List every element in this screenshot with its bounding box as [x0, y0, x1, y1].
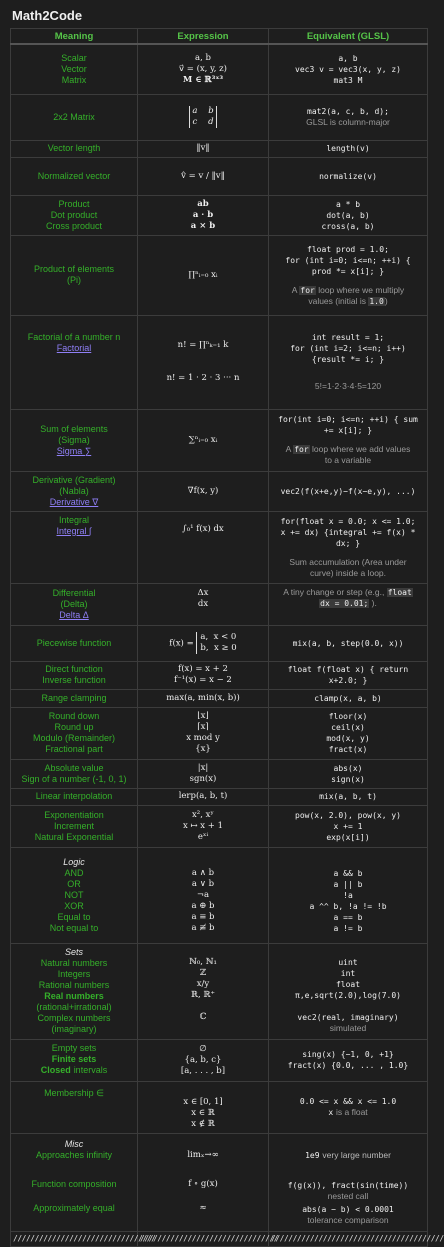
meaning-text: Exponentiation: [44, 809, 104, 820]
expression-cell: [138, 943, 269, 1039]
code-cell: [269, 44, 428, 94]
meaning-text: Direct function: [45, 664, 103, 674]
code-text: abs(x): [333, 763, 363, 773]
expression-text: a ⊕ b: [191, 900, 215, 911]
code-cell: [269, 1081, 428, 1133]
meaning-text: Equal to: [57, 911, 91, 922]
meaning-cell: Vector length: [11, 140, 138, 157]
expression-text: ∅: [199, 1043, 207, 1054]
meaning-text: Empty sets: [51, 1043, 97, 1053]
code-text: abs(a − b) < 0.0001: [302, 1204, 394, 1214]
expression-cell: [138, 583, 269, 625]
meaning-cell: Linear interpolation: [11, 788, 138, 805]
code-text: a * b: [335, 199, 361, 209]
note-text: A: [291, 284, 297, 295]
factorial-link[interactable]: Factorial: [56, 342, 92, 353]
expression-text: b,: [200, 643, 209, 653]
expression-cell: [138, 805, 269, 847]
expression-cell: [138, 315, 269, 409]
code-cell: [269, 409, 428, 471]
meaning-text: Not equal to: [49, 922, 99, 933]
matrix-entry: d: [208, 117, 214, 127]
expression-cell: [138, 1081, 269, 1133]
code-text: dx; }: [335, 538, 361, 548]
table-row: [11, 409, 428, 471]
note-text: curve) inside a loop.: [309, 567, 387, 578]
expression-text: a × b: [190, 220, 216, 231]
code-text: float prod = 1.0;: [307, 244, 389, 254]
code-cell: [269, 661, 428, 689]
code-text: for(int i=0; i<=n; ++i) { sum: [278, 415, 418, 424]
expression-cell: [138, 44, 269, 94]
code-cell: [269, 805, 428, 847]
meaning-text: (Sigma): [58, 434, 90, 445]
meaning-text: Integral: [58, 514, 90, 525]
table-row: [11, 1081, 428, 1133]
footer-slashes: ////////////////////////////////: [138, 1231, 269, 1246]
code-text: fract(x) {0.0, ... , 1.0}: [287, 1061, 409, 1070]
note-text: GLSL is column-major: [306, 117, 390, 127]
expression-text: ab: [197, 198, 209, 209]
note-text: very large number: [322, 1149, 391, 1160]
meaning-text: NOT: [64, 889, 84, 900]
expression-text: a ≡ b: [191, 911, 215, 922]
expression-text: v⃗ = (x, y, z): [179, 63, 227, 74]
code-cell: length(v): [269, 140, 428, 157]
code-text: sign(x): [331, 774, 365, 784]
meaning-text: Closed: [40, 1065, 71, 1075]
code-cell: [269, 1039, 428, 1081]
meaning-cell: [11, 661, 138, 689]
meaning-text: Vector: [61, 63, 87, 74]
table-row: [11, 661, 428, 689]
meaning-text: Natural Exponential: [34, 831, 114, 842]
code-text: mod(x, y): [326, 734, 370, 743]
meaning-cell: [11, 511, 138, 583]
expression-cell: max(a, min(x, b)): [138, 689, 269, 707]
code-text: int: [340, 968, 356, 978]
derivative-link[interactable]: Derivative ∇: [49, 496, 99, 507]
code-text: a != b: [333, 923, 363, 933]
table-row: [11, 94, 428, 140]
note-text: values (initial is: [308, 295, 366, 306]
meaning-cell: [11, 315, 138, 409]
code-text: a, b: [338, 53, 358, 63]
code-text: sing(x) {−1, 0, +1}: [302, 1050, 394, 1059]
meaning-text: OR: [67, 878, 81, 889]
code-cell: clamp(x, a, b): [269, 689, 428, 707]
note-text: loop where we multiply: [318, 284, 405, 295]
code-text: for (int i=2; i<=n; i++): [290, 344, 406, 353]
code-text: f(g(x)), fract(sin(time)): [287, 1180, 409, 1190]
table-row: [11, 625, 428, 661]
code-cell: [269, 943, 428, 1039]
expression-cell: v̂ = v / ‖v‖: [138, 157, 269, 195]
table-row: [11, 1133, 428, 1231]
table-row: [11, 707, 428, 759]
meaning-cell: [11, 44, 138, 94]
meaning-text: Function composition: [31, 1179, 117, 1189]
code-cell: [269, 511, 428, 583]
meaning-cell: Normalized vector: [11, 157, 138, 195]
expression-text: eˣⁱ: [197, 831, 209, 842]
code-text: x += 1: [333, 821, 363, 831]
expression-text: x ∈ ℝ: [191, 1107, 215, 1118]
expression-text: a ≢ b: [191, 922, 215, 933]
note-text: tolerance comparison: [307, 1214, 389, 1225]
meaning-cell: Range clamping: [11, 689, 138, 707]
inline-code: for: [294, 445, 309, 454]
meaning-text: (imaginary): [51, 1024, 97, 1034]
meaning-text: Fractional part: [45, 744, 103, 754]
table-row: [11, 847, 428, 943]
math-table: [10, 28, 444, 1247]
header-expression: Expression: [138, 29, 269, 45]
code-text: x: [328, 1107, 334, 1117]
code-text: π,e,sqrt(2.0),log(7.0): [295, 990, 401, 1000]
note-text: Sum accumulation (Area under: [289, 556, 407, 567]
expression-text: Δx: [197, 587, 209, 598]
meaning-text: Modulo (Remainder): [32, 733, 116, 743]
meaning-cell: [11, 471, 138, 511]
meaning-text: (rational+irrational): [36, 1002, 112, 1012]
meaning-text: Integers: [57, 969, 91, 979]
expression-cell: lerp(a, b, t): [138, 788, 269, 805]
meaning-text: Round up: [54, 722, 94, 732]
footer-slashes: ////////////////////////////////////////: [269, 1231, 428, 1246]
table-row: [11, 511, 428, 583]
meaning-text: Finite sets: [51, 1054, 97, 1064]
note-text: nested call: [327, 1190, 369, 1201]
matrix-entry: b: [208, 106, 214, 116]
note-text: 5!=1·2·3·4·5=120: [314, 381, 382, 391]
meaning-text: intervals: [73, 1065, 108, 1075]
meaning-cell: [11, 943, 138, 1039]
table-row: [11, 788, 428, 805]
expression-text: ≈: [199, 1203, 207, 1213]
table-row: [11, 759, 428, 788]
table-row: [11, 689, 428, 707]
expression-text: ⌈x⌉: [197, 722, 209, 732]
code-text: dot(a, b): [326, 210, 370, 220]
expression-text: f⁻¹(x) = x − 2: [174, 675, 232, 685]
expression-cell: [138, 661, 269, 689]
expression-text: f(x) =: [169, 638, 194, 649]
code-text: ceil(x): [331, 723, 365, 732]
code-cell: [269, 195, 428, 235]
expression-cell: ‖v‖: [138, 140, 269, 157]
expression-text: x mod y: [186, 733, 220, 743]
expression-text: f ∘ g(x): [188, 1179, 218, 1189]
table-row: [11, 1039, 428, 1081]
expression-cell: ∑ⁿᵢ₌₀ xᵢ: [138, 409, 269, 471]
meaning-text: Derivative (Gradient): [32, 474, 116, 485]
expression-text: x ∉ ℝ: [191, 1118, 215, 1129]
meaning-text: (Delta): [60, 598, 88, 609]
code-cell: [269, 94, 428, 140]
expression-text: M ∈ ℝ³ˣ³: [182, 74, 224, 85]
note-text: A tiny change or step (e.g.,: [283, 586, 385, 597]
table-row: [11, 140, 428, 157]
expression-cell: [138, 94, 269, 140]
meaning-text: (Nabla): [59, 485, 89, 496]
matrix-entry: a: [192, 106, 198, 116]
meaning-cell: [11, 847, 138, 943]
meaning-cell: [11, 195, 138, 235]
note-text: ).: [371, 597, 377, 608]
matrix-bracket: [189, 106, 216, 128]
expression-cell: [138, 1133, 269, 1231]
code-cell: [269, 235, 428, 315]
code-text: int result = 1;: [311, 333, 385, 342]
meaning-text: Real numbers: [44, 991, 104, 1001]
note-text: to a variable: [324, 455, 372, 465]
meaning-text: Absolute value: [44, 762, 104, 773]
expression-text: ℝ, ℝ⁺: [190, 989, 216, 1000]
code-cell: normalize(v): [269, 157, 428, 195]
meaning-text: Increment: [53, 820, 95, 831]
meaning-text: Sum of elements: [40, 423, 108, 434]
expression-text: f(x) = x + 2: [178, 664, 228, 674]
meaning-text: Product: [58, 198, 90, 209]
expression-text: ℂ: [199, 1011, 207, 1022]
meaning-cell: [11, 1133, 138, 1231]
code-text: vec2(real, imaginary): [297, 1012, 399, 1022]
piecewise-brace: [196, 632, 236, 654]
code-text: exp(x[i]): [326, 832, 370, 842]
code-cell: [269, 1133, 428, 1231]
code-text: cross(a, b): [321, 221, 375, 231]
matrix-entry: c: [192, 117, 198, 127]
inline-code: for: [300, 285, 315, 295]
meaning-text: Matrix: [61, 74, 87, 85]
meaning-cell: [11, 1039, 138, 1081]
code-text: fract(x): [328, 745, 368, 754]
expression-cell: [138, 707, 269, 759]
code-text: 1e9: [305, 1150, 320, 1160]
code-text: 0.0 <= x && x <= 1.0: [299, 1096, 397, 1106]
code-text: for(float x = 0.0; x <= 1.0;: [280, 516, 416, 526]
expression-text: a, b: [195, 52, 211, 63]
header-meaning: Meaning: [11, 29, 138, 45]
table-header-row: [11, 29, 428, 45]
meaning-text: Approximately equal: [33, 1203, 115, 1213]
meaning-text: Complex numbers: [37, 1013, 111, 1023]
footer-row: [11, 1231, 428, 1246]
expression-text: [a, . . . , b]: [180, 1065, 226, 1076]
table-row: [11, 583, 428, 625]
expression-text: a ∨ b: [191, 878, 215, 889]
meaning-text: XOR: [64, 900, 84, 911]
meaning-text: Sign of a number (-1, 0, 1): [21, 773, 127, 784]
meaning-text: (Pi): [67, 275, 81, 285]
code-text: vec3 v = vec3(x, y, z): [295, 64, 401, 74]
meaning-cell: [11, 759, 138, 788]
code-cell: mix(a, b, t): [269, 788, 428, 805]
inline-code: float: [387, 587, 412, 597]
expression-text: ⌊x⌋: [197, 711, 209, 721]
meaning-cell: 2x2 Matrix: [11, 94, 138, 140]
expression-text: x ∈ [0, 1]: [183, 1096, 223, 1107]
expression-text: n! = 1 · 2 · 3 ··· n: [166, 373, 240, 383]
code-cell: mix(a, b, step(0.0, x)): [269, 625, 428, 661]
table-row: [11, 44, 428, 94]
code-text: a ^^ b, !a != !b: [309, 901, 387, 911]
meaning-text: Product of elements: [33, 264, 115, 274]
expression-text: ¬a: [196, 889, 210, 900]
expression-cell: [138, 1039, 269, 1081]
table-row: [11, 805, 428, 847]
meaning-text: Differential: [52, 587, 96, 598]
integral-link[interactable]: Integral ∫: [56, 525, 92, 536]
meaning-text: Cross product: [45, 220, 103, 231]
table-row: [11, 943, 428, 1039]
code-cell: [269, 583, 428, 625]
code-text: {result *= i; }: [311, 355, 385, 364]
expression-text: x², xʸ: [192, 809, 214, 820]
expression-text: limₓ→∞: [187, 1150, 219, 1160]
meaning-cell: [11, 805, 138, 847]
code-cell: [269, 707, 428, 759]
code-text: pow(x, 2.0), pow(x, y): [295, 810, 401, 820]
table-row: [11, 235, 428, 315]
expression-cell: ∏ⁿᵢ₌₀ xᵢ: [138, 235, 269, 315]
expression-cell: ∫₀¹ f(x) dx: [138, 511, 269, 583]
code-text: float: [335, 979, 361, 989]
section-heading: Misc: [64, 1139, 84, 1149]
code-text: += x[i]; }: [323, 426, 373, 435]
meaning-text: Factorial of a number n: [27, 331, 121, 342]
meaning-text: Approaches infinity: [35, 1150, 113, 1160]
code-text: float f(float x) { return: [287, 665, 409, 674]
code-text: x+2.0; }: [328, 676, 368, 685]
code-cell: [269, 759, 428, 788]
expression-text: x ≥ 0: [213, 643, 237, 653]
code-text: a || b: [333, 879, 363, 889]
code-text: uint: [338, 957, 358, 967]
expression-cell: ∇f(x, y): [138, 471, 269, 511]
expression-text: x ↦ x + 1: [182, 820, 224, 831]
code-cell: vec2(f(x+e,y)−f(x−e,y), ...): [269, 471, 428, 511]
table-row: [11, 471, 428, 511]
code-cell: [269, 847, 428, 943]
note-text: ): [384, 295, 388, 306]
expression-text: n! = ∏ⁿₖ₌₁ k: [177, 340, 229, 350]
meaning-cell: [11, 707, 138, 759]
expression-text: ℤ: [199, 967, 207, 978]
meaning-text: AND: [64, 867, 84, 878]
table-row: [11, 315, 428, 409]
delta-link[interactable]: Delta Δ: [59, 609, 89, 620]
code-text: floor(x): [328, 712, 368, 721]
table-row: [11, 157, 428, 195]
meaning-cell: Piecewise function: [11, 625, 138, 661]
expression-text: {a, b, c}: [184, 1054, 222, 1065]
note-text: simulated: [329, 1022, 367, 1033]
footer-slashes: /////////////////////////////////: [11, 1231, 138, 1246]
expression-text: {x}: [195, 744, 211, 754]
meaning-text: Rational numbers: [38, 980, 110, 990]
code-text: a && b: [333, 868, 363, 878]
code-text: mat2(a, c, b, d);: [307, 107, 389, 116]
meaning-text: Natural numbers: [40, 958, 108, 968]
expression-cell: [138, 759, 269, 788]
inline-code: 1.0: [369, 296, 384, 306]
expression-cell: [138, 195, 269, 235]
expression-text: x/y: [196, 978, 210, 989]
header-equivalent: Equivalent (GLSL): [269, 29, 428, 45]
page-title: Math2Code: [12, 8, 83, 23]
code-text: prod *= x[i]; }: [311, 266, 385, 276]
expression-text: |x|: [197, 762, 209, 773]
meaning-cell: Membership ∈: [11, 1081, 138, 1133]
meaning-text: Inverse function: [42, 675, 106, 685]
code-text: !a: [343, 890, 353, 900]
note-text: loop where we add values: [312, 444, 411, 454]
section-heading: Logic: [63, 856, 85, 867]
code-text: mat3 M: [333, 75, 363, 85]
inline-code: dx = 0.01;: [320, 598, 369, 608]
section-heading: Sets: [64, 947, 83, 957]
note-text: is a float: [336, 1106, 368, 1117]
meaning-cell: [11, 583, 138, 625]
expression-cell: [138, 847, 269, 943]
meaning-cell: [11, 409, 138, 471]
expression-text: dx: [197, 598, 209, 609]
meaning-text: Dot product: [50, 209, 98, 220]
code-text: for (int i=0; i<=n; ++i) {: [285, 255, 411, 265]
meaning-cell: [11, 235, 138, 315]
expression-text: sgn(x): [189, 773, 217, 784]
table-row: [11, 195, 428, 235]
expression-cell: [138, 625, 269, 661]
note-text: A: [285, 444, 291, 454]
code-text: a == b: [333, 912, 363, 922]
code-cell: [269, 315, 428, 409]
code-text: x += dx) {integral += f(x) *: [280, 527, 416, 537]
expression-text: x < 0: [213, 632, 237, 642]
expression-text: a · b: [192, 209, 214, 220]
expression-text: a,: [200, 632, 209, 642]
meaning-text: Scalar: [61, 52, 87, 63]
expression-text: ℕ₀, ℕ₁: [189, 956, 217, 967]
meaning-text: Round down: [48, 711, 100, 721]
expression-text: a ∧ b: [191, 867, 215, 878]
sigma-link[interactable]: Sigma ∑: [56, 445, 92, 456]
